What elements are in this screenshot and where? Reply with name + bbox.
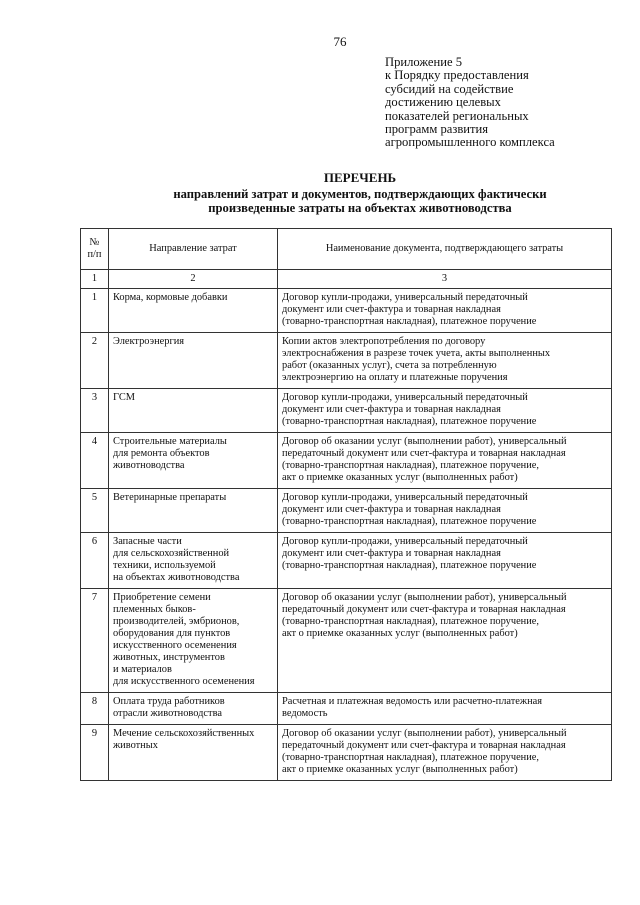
document-line: документ или счет-фактура и товарная накладная	[282, 404, 501, 415]
header-number	[81, 229, 109, 270]
column-number: 1	[81, 270, 109, 289]
table-row	[81, 433, 612, 489]
row-document	[278, 589, 612, 693]
document-line: (товарно-транспортная накладная), платежное поручение	[282, 316, 537, 327]
direction-line: животных, инструментов	[113, 652, 225, 663]
row-document	[278, 725, 612, 781]
direction-line: для сельскохозяйственной	[113, 548, 230, 559]
header-direction: Направление затрат	[109, 229, 278, 270]
document-line: (товарно-транспортная накладная), платежное поручение	[282, 560, 537, 571]
direction-line: производителей, эмбрионов,	[113, 616, 240, 627]
document-line: передаточный документ или счет-фактура и товарная накладная	[282, 740, 566, 751]
document-line: Договор купли-продажи, универсальный передаточный	[282, 392, 528, 403]
row-document	[278, 389, 612, 433]
direction-line: для искусственного осеменения	[113, 676, 255, 687]
document-line: документ или счет-фактура и товарная накладная	[282, 304, 501, 315]
document-line: акт о приемке оказанных услуг (выполненных работ)	[282, 628, 518, 639]
row-document	[278, 333, 612, 389]
column-number: 2	[109, 270, 278, 289]
document-line: передаточный документ или счет-фактура и товарная накладная	[282, 448, 566, 459]
appendix-line: показателей региональных	[385, 108, 529, 123]
row-document	[278, 533, 612, 589]
cost-directions-table	[80, 228, 612, 781]
direction-line: искусственного осеменения	[113, 640, 237, 651]
direction-line: техники, используемой	[113, 560, 216, 571]
row-direction	[109, 725, 278, 781]
row-direction	[109, 589, 278, 693]
document-line: документ или счет-фактура и товарная накладная	[282, 504, 501, 515]
table-row	[81, 489, 612, 533]
page-number: 76	[333, 34, 347, 49]
direction-line: Оплата труда работников	[113, 696, 225, 707]
table-header-row	[81, 229, 612, 270]
direction-line: ГСМ	[113, 392, 136, 403]
document-line: Договор об оказании услуг (выполнении работ), универсальный	[282, 728, 567, 739]
row-number: 7	[81, 589, 109, 693]
row-document	[278, 693, 612, 725]
table-row	[81, 725, 612, 781]
document-line: (товарно-транспортная накладная), платежное поручение,	[282, 616, 540, 627]
row-direction	[109, 693, 278, 725]
document-line: Копии актов электропотребления по договору	[282, 336, 486, 347]
subtitle-line: произведенные затраты на объектах животноводства	[208, 200, 512, 215]
direction-line: животных	[113, 740, 158, 751]
appendix-line: Приложение 5	[385, 55, 463, 69]
document-line: электроснабжения в разрезе точек учета, акты выполненных	[282, 348, 551, 359]
row-number: 8	[81, 693, 109, 725]
document-line: (товарно-транспортная накладная), платежное поручение,	[282, 752, 540, 763]
document-line: Расчетная и платежная ведомость или расчетно-платежная	[282, 696, 543, 707]
row-number: 3	[81, 389, 109, 433]
direction-line: Запасные части	[113, 536, 182, 547]
table-row	[81, 289, 612, 333]
appendix-line: к Порядку предоставления	[385, 68, 529, 83]
direction-line: животноводства	[113, 460, 185, 471]
table-row	[81, 693, 612, 725]
document-subtitle	[0, 188, 640, 215]
header-number-line: №	[89, 237, 100, 248]
direction-line: и материалов	[113, 664, 172, 675]
appendix-line: достижению целевых	[385, 95, 501, 110]
document-line: Договор купли-продажи, универсальный передаточный	[282, 536, 528, 547]
table-row	[81, 533, 612, 589]
row-direction	[109, 389, 278, 433]
direction-line: Электроэнергия	[113, 336, 185, 347]
appendix-line: агропромышленного комплекса	[385, 135, 555, 150]
row-direction	[109, 433, 278, 489]
document-line: передаточный документ или счет-фактура и товарная накладная	[282, 604, 566, 615]
header-document: Наименование документа, подтверждающего затраты	[278, 229, 612, 270]
row-document	[278, 289, 612, 333]
row-direction	[109, 333, 278, 389]
document-line: Договор об оказании услуг (выполнении работ), универсальный	[282, 592, 567, 603]
row-number: 4	[81, 433, 109, 489]
direction-line: на объектах животноводства	[113, 572, 240, 583]
row-direction	[109, 489, 278, 533]
column-number: 3	[278, 270, 612, 289]
document-line: Договор купли-продажи, универсальный передаточный	[282, 292, 528, 303]
table-row	[81, 333, 612, 389]
document-line: Договор об оказании услуг (выполнении работ), универсальный	[282, 436, 567, 447]
row-document	[278, 433, 612, 489]
table-row	[81, 389, 612, 433]
direction-line: Мечение сельскохозяйственных	[113, 728, 255, 739]
document-line: акт о приемке оказанных услуг (выполненных работ)	[282, 472, 518, 483]
appendix-line: субсидий на содействие	[385, 81, 514, 96]
direction-line: Корма, кормовые добавки	[113, 292, 228, 303]
row-number: 2	[81, 333, 109, 389]
document-line: Договор купли-продажи, универсальный передаточный	[282, 492, 528, 503]
row-number: 6	[81, 533, 109, 589]
subtitle-line: направлений затрат и документов, подтверждающих фактически	[173, 187, 547, 201]
document-line: электроэнергию на оплату и платежные поручения	[282, 372, 508, 383]
document-line: (товарно-транспортная накладная), платежное поручение,	[282, 460, 540, 471]
row-number: 9	[81, 725, 109, 781]
document-line: (товарно-транспортная накладная), платежное поручение	[282, 416, 537, 427]
document-line: документ или счет-фактура и товарная накладная	[282, 548, 501, 559]
direction-line: оборудования для пунктов	[113, 628, 231, 639]
direction-line: отрасли животноводства	[113, 708, 222, 719]
row-number: 1	[81, 289, 109, 333]
direction-line: Приобретение семени	[113, 592, 211, 603]
document-line: работ (оказанных услуг), счета за потребленную	[282, 360, 497, 371]
row-direction	[109, 289, 278, 333]
document-line: акт о приемке оказанных услуг (выполненных работ)	[282, 764, 518, 775]
appendix-line: программ развития	[385, 122, 489, 137]
direction-line: Ветеринарные препараты	[113, 492, 227, 503]
table-row	[81, 589, 612, 693]
row-number: 5	[81, 489, 109, 533]
row-document	[278, 489, 612, 533]
appendix-reference	[385, 56, 625, 150]
document-line: (товарно-транспортная накладная), платежное поручение	[282, 516, 537, 527]
direction-line: для ремонта объектов	[113, 448, 210, 459]
header-number-line: п/п	[87, 249, 102, 260]
direction-line: Строительные материалы	[113, 436, 227, 447]
column-number-row	[81, 270, 612, 289]
document-line: ведомость	[282, 708, 328, 719]
document-title: ПЕРЕЧЕНЬ	[323, 170, 397, 185]
row-direction	[109, 533, 278, 589]
direction-line: племенных быков-	[113, 604, 196, 615]
